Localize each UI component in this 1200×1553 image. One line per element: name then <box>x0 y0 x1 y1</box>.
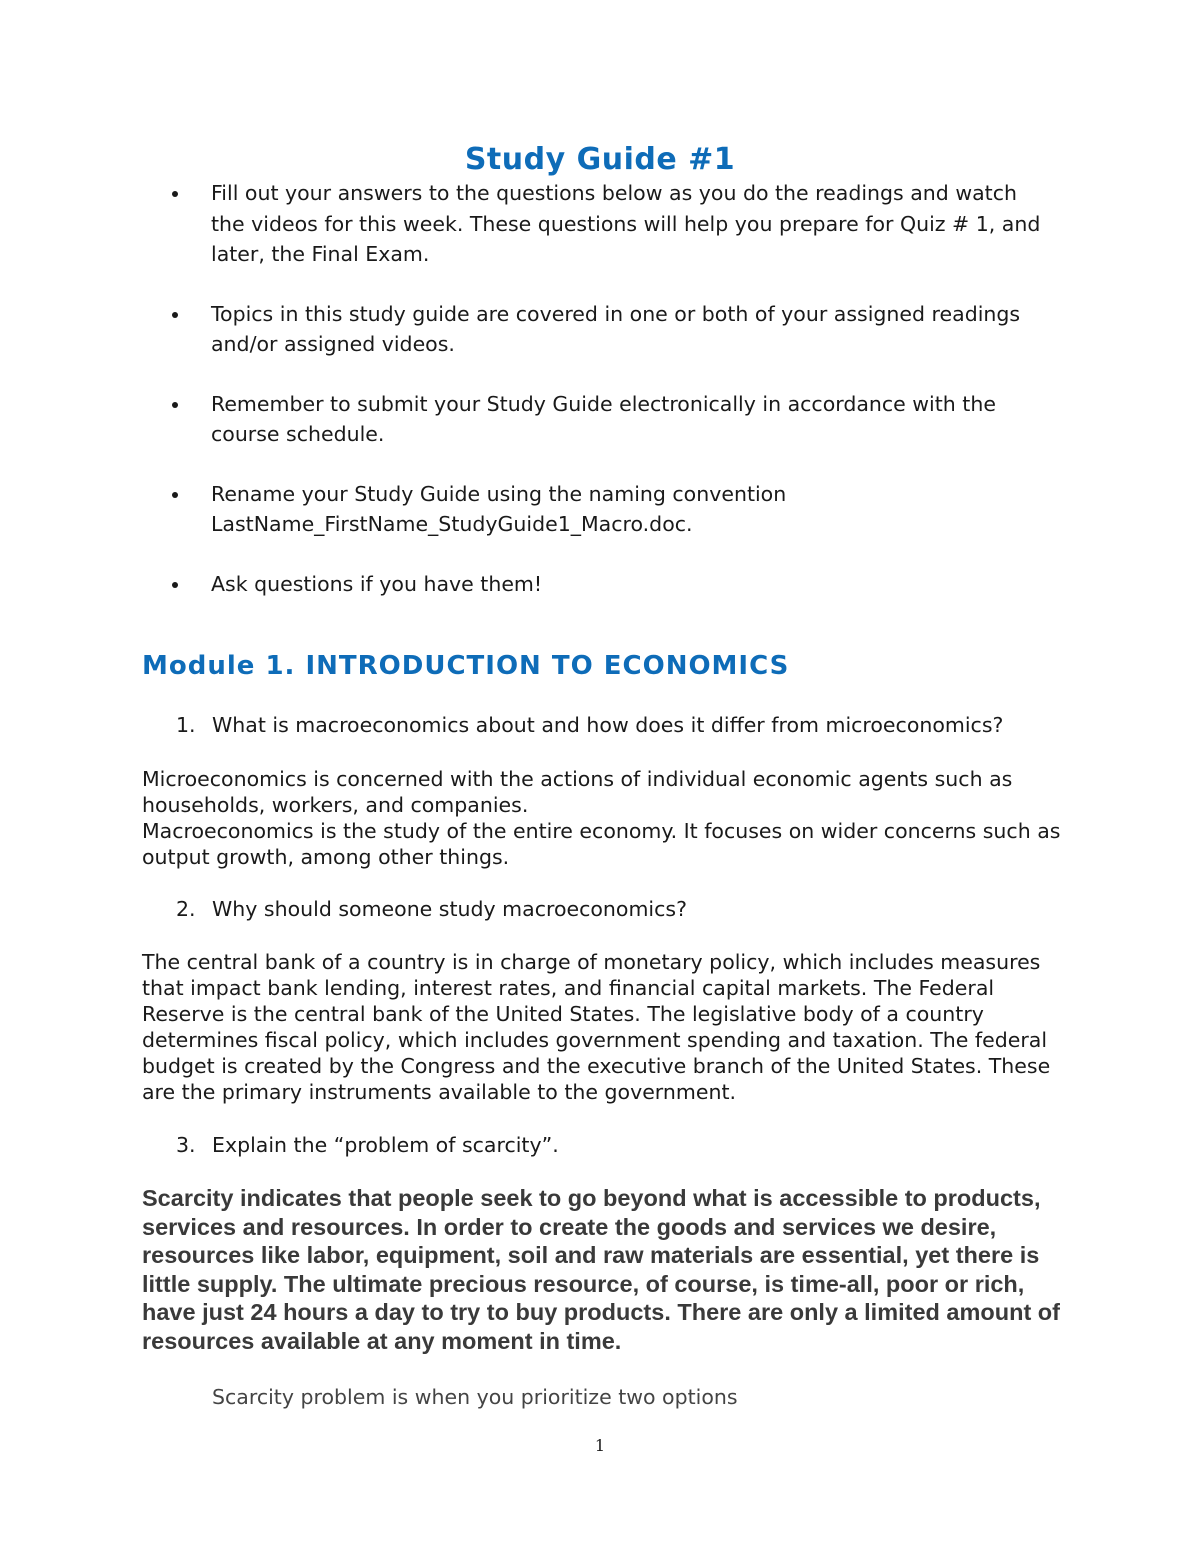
page-number: 1 <box>594 1436 606 1455</box>
bullet-text: Ask questions if you have them! <box>211 571 543 596</box>
module-heading: Module 1. INTRODUCTION TO ECONOMICS <box>142 651 790 681</box>
list-item <box>168 389 1048 450</box>
answer-3: Scarcity indicates that people seek to go beyond what is accessible to products, services and resources. In order to create the goods and services we desire, resources like labor, equipment, soil and raw materials are essential, yet there is little supply. The ultimate precious resource, of course, is time-all, poor or rich, have just 24 hours a day to try to buy products. There are only a limited amount of resources available at any moment in time. <box>142 1185 1060 1354</box>
bullet-icon <box>172 191 178 197</box>
bullet-icon <box>172 402 178 408</box>
bullet-text: Rename your Study Guide using the naming convention LastName_FirstName_StudyGuide1_Macro.doc. <box>211 481 787 536</box>
question-2 <box>176 896 687 922</box>
instructions-list <box>168 178 1048 628</box>
question-text: Explain the “problem of scarcity”. <box>212 1133 559 1157</box>
answer-note: Scarcity problem is when you prioritize two options <box>212 1385 738 1409</box>
question-number: 2. <box>176 897 196 921</box>
question-text: Why should someone study macroeconomics? <box>212 897 687 921</box>
answer-paragraph: The central bank of a country is in charge of monetary policy, which includes measures that impact bank lending, interest rates, and financial capital markets. The Federal Reserve is the central bank of the United States. The legislative body of a country determines fiscal policy, which includes government spending and taxation. The federal budget is created by the Congress and the executive branch of the United States. These are the primary instruments available to the government. <box>142 950 1051 1104</box>
list-item <box>168 479 1048 540</box>
list-item <box>168 569 1048 600</box>
question-1 <box>176 712 1003 738</box>
bullet-icon <box>172 492 178 498</box>
answer-1 <box>142 766 1072 870</box>
page-title: Study Guide #1 <box>464 142 736 177</box>
bullet-text: Remember to submit your Study Guide electronically in accordance with the course schedule. <box>211 391 996 446</box>
question-number: 3. <box>176 1133 196 1157</box>
bullet-icon <box>172 582 178 588</box>
list-item <box>168 178 1048 270</box>
list-item <box>168 299 1048 360</box>
bullet-text: Topics in this study guide are covered in one or both of your assigned readings and/or assigned videos. <box>211 301 1021 356</box>
question-number: 1. <box>176 713 196 737</box>
question-text: What is macroeconomics about and how does it differ from microeconomics? <box>212 713 1004 737</box>
answer-2 <box>142 949 1072 1105</box>
bullet-text: Fill out your answers to the questions below as you do the readings and watch the videos for this week. These questions will help you prepare for Quiz # 1, and later, the Final Exam. <box>211 181 1041 266</box>
answer-paragraph: Macroeconomics is the study of the entire economy. It focuses on wider concerns such as output growth, among other things. <box>142 819 1061 869</box>
bullet-icon <box>172 312 178 318</box>
question-3 <box>176 1132 559 1158</box>
answer-paragraph: Microeconomics is concerned with the actions of individual economic agents such as households, workers, and companies. <box>142 767 1013 817</box>
